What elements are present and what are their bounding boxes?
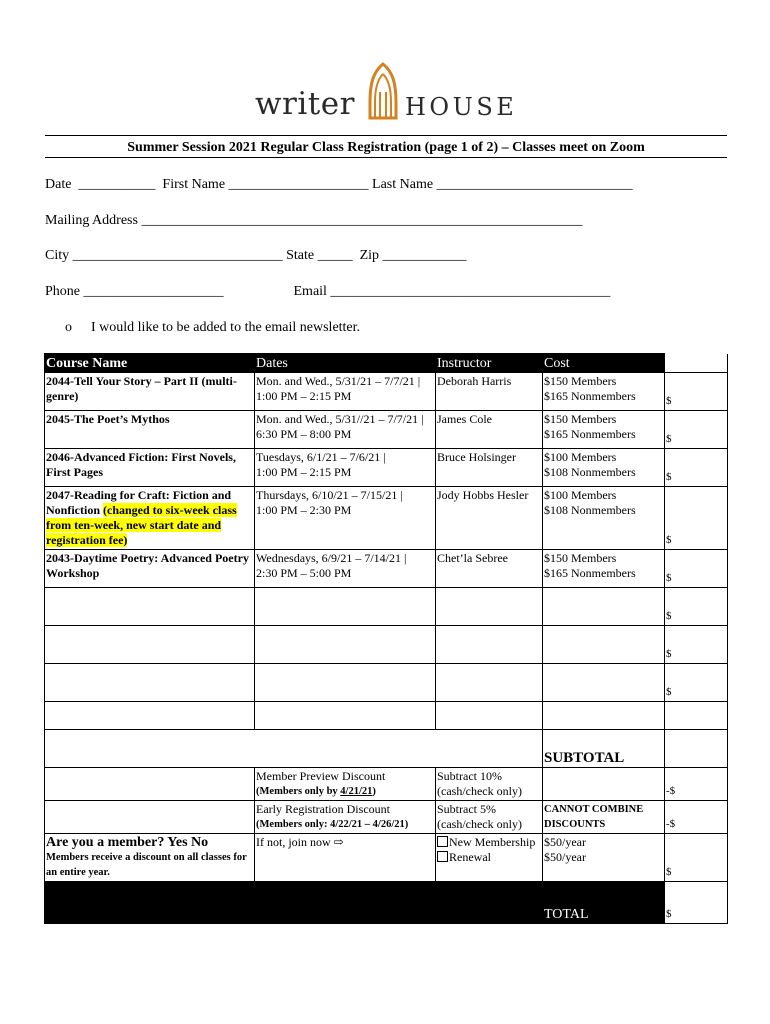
empty-instructor-cell[interactable] [436, 702, 543, 730]
course-amount-field[interactable]: $ [665, 449, 728, 487]
empty-instructor-cell[interactable] [436, 664, 543, 702]
preview-discount-amount[interactable]: -$ [665, 768, 728, 801]
empty-dates-cell[interactable] [255, 702, 436, 730]
membership-price-cell: $50/year $50/year [543, 834, 665, 882]
member-note: Members receive a discount on all classes for an entire year. [46, 852, 247, 878]
logo-emblem-icon [365, 62, 401, 120]
title-top-rule [45, 135, 727, 136]
preview-discount-sub: Subtract 10% (cash/check only) [436, 768, 543, 801]
course-name: 2046-Advanced Fiction: First Novels, First Pages [45, 449, 255, 487]
registration-table [44, 353, 728, 924]
empty-course-cell[interactable] [45, 702, 255, 730]
title-bottom-rule [45, 157, 727, 158]
header-course: Course Name [45, 354, 255, 373]
empty-cost-cell[interactable] [543, 702, 665, 730]
join-now-link[interactable]: If not, join now ⇨ [256, 835, 344, 849]
member-question[interactable]: Are you a member? Yes No [46, 835, 209, 850]
course-instructor: James Cole [436, 411, 543, 449]
empty-instructor-cell[interactable] [436, 626, 543, 664]
member-question-cell [45, 834, 255, 882]
course-change-note: (changed to six-week class from ten-week, new start date and registration fee) [46, 503, 237, 547]
table-header-row [45, 354, 728, 373]
empty-dates-cell[interactable] [255, 588, 436, 626]
course-cost: $100 Members $108 Nonmembers [543, 487, 665, 550]
course-amount-field[interactable]: $ [665, 411, 728, 449]
new-membership-checkbox[interactable] [437, 836, 448, 847]
preview-cost-blank [543, 768, 665, 801]
course-name: 2043-Daytime Poetry: Advanced Poetry Workshop [45, 550, 255, 588]
phone-email-line[interactable]: Phone ____________________ Email ________________________________________ [45, 284, 611, 299]
cannot-combine-note: CANNOT COMBINE DISCOUNTS [544, 804, 644, 830]
preview-discount-note: (Members only by 4/21/21) [256, 786, 376, 797]
preview-discount-row [45, 768, 728, 801]
course-instructor: Chet’la Sebree [436, 550, 543, 588]
course-cost: $150 Members $165 Nonmembers [543, 550, 665, 588]
empty-cost-cell[interactable] [543, 588, 665, 626]
course-amount-field[interactable]: $ [665, 550, 728, 588]
course-amount-field[interactable]: $ [665, 487, 728, 550]
empty-course-cell[interactable] [45, 626, 255, 664]
header-instructor: Instructor [436, 354, 543, 373]
empty-course-cell[interactable] [45, 588, 255, 626]
early-discount-sub: Subtract 5% (cash/check only) [436, 801, 543, 834]
join-now-cell [255, 834, 436, 882]
table-row [45, 411, 728, 449]
course-instructor: Deborah Harris [436, 373, 543, 411]
course-cost: $150 Members $165 Nonmembers [543, 373, 665, 411]
header-cost: Cost [543, 354, 665, 373]
total-row [45, 882, 728, 924]
early-discount-label-cell [255, 801, 436, 834]
preview-discount-label-cell [255, 768, 436, 801]
cannot-combine-cell [543, 801, 665, 834]
total-label: TOTAL [544, 907, 589, 922]
empty-row [45, 588, 728, 626]
early-discount-label: Early Registration Discount [256, 802, 390, 816]
total-label-cell [543, 882, 665, 924]
empty-instructor-cell[interactable] [436, 588, 543, 626]
empty-cost-cell[interactable] [543, 626, 665, 664]
course-instructor: Bruce Holsinger [436, 449, 543, 487]
early-discount-note: (Members only: 4/22/21 – 4/26/21) [256, 819, 409, 830]
table-row [45, 373, 728, 411]
empty-amount-field[interactable]: $ [665, 626, 728, 664]
course-name: 2047-Reading for Craft: Fiction and Nonfiction (changed to six-week class from ten-week, new start date and registration fee) [45, 487, 255, 550]
newsletter-bullet[interactable]: o [65, 320, 72, 335]
newsletter-label: I would like to be added to the email newsletter. [91, 320, 361, 335]
course-dates: Mon. and Wed., 5/31//21 – 7/7/21 | 6:30 PM – 8:00 PM [255, 411, 436, 449]
early-blank-cell [45, 801, 255, 834]
empty-row [45, 702, 728, 730]
total-amount-field[interactable]: $ [665, 882, 728, 924]
course-cost: $150 Members $165 Nonmembers [543, 411, 665, 449]
empty-dates-cell[interactable] [255, 626, 436, 664]
renewal-option[interactable]: Renewal [437, 850, 541, 865]
total-black-band [45, 882, 543, 924]
early-discount-amount[interactable]: -$ [665, 801, 728, 834]
empty-amount-field[interactable]: $ [665, 588, 728, 626]
logo-word-writer: writer [255, 86, 355, 122]
course-name: 2045-The Poet’s Mythos [45, 411, 255, 449]
subtotal-row [45, 730, 728, 768]
logo-word-house: HOUSE [405, 93, 518, 121]
header-amount-blank [665, 354, 728, 373]
subtotal-spacer [45, 730, 543, 768]
newsletter-option[interactable] [65, 320, 360, 336]
preview-blank-cell [45, 768, 255, 801]
city-state-zip-line[interactable]: City ______________________________ State _____ Zip ____________ [45, 248, 467, 263]
header-dates: Dates [255, 354, 436, 373]
new-membership-option[interactable]: New Membership [437, 835, 541, 850]
empty-amount-field[interactable]: $ [665, 664, 728, 702]
membership-options-cell [436, 834, 543, 882]
course-dates: Tuesdays, 6/1/21 – 7/6/21 | 1:00 PM – 2:15 PM [255, 449, 436, 487]
subtotal-amount-cell[interactable] [665, 730, 728, 768]
course-cost: $100 Members $108 Nonmembers [543, 449, 665, 487]
preview-discount-label: Member Preview Discount [256, 769, 386, 783]
table-row [45, 550, 728, 588]
mailing-address-line[interactable]: Mailing Address _______________________________________________________________ [45, 213, 583, 228]
page-title: Summer Session 2021 Regular Class Registration (page 1 of 2) – Classes meet on Zoom [127, 140, 645, 155]
membership-row [45, 834, 728, 882]
empty-amount-cell[interactable] [665, 702, 728, 730]
course-dates: Mon. and Wed., 5/31/21 – 7/7/21 | 1:00 PM – 2:15 PM [255, 373, 436, 411]
empty-cost-cell[interactable] [543, 664, 665, 702]
subtotal-label-cell [543, 730, 665, 768]
date-name-line[interactable]: Date ___________ First Name ____________________ Last Name ____________________________ [45, 177, 633, 192]
empty-course-cell[interactable] [45, 664, 255, 702]
subtotal-label: SUBTOTAL [544, 750, 625, 766]
course-amount-field[interactable]: $ [665, 373, 728, 411]
table-row [45, 449, 728, 487]
course-instructor: Jody Hobbs Hesler [436, 487, 543, 550]
early-discount-row [45, 801, 728, 834]
empty-dates-cell[interactable] [255, 664, 436, 702]
empty-row [45, 664, 728, 702]
course-dates: Thursdays, 6/10/21 – 7/15/21 | 1:00 PM – 2:30 PM [255, 487, 436, 550]
table-row [45, 487, 728, 550]
course-dates: Wednesdays, 6/9/21 – 7/14/21 | 2:30 PM – 5:00 PM [255, 550, 436, 588]
renewal-checkbox[interactable] [437, 851, 448, 862]
course-name: 2044-Tell Your Story – Part II (multi-genre) [45, 373, 255, 411]
empty-row [45, 626, 728, 664]
membership-amount-field[interactable]: $ [665, 834, 728, 882]
